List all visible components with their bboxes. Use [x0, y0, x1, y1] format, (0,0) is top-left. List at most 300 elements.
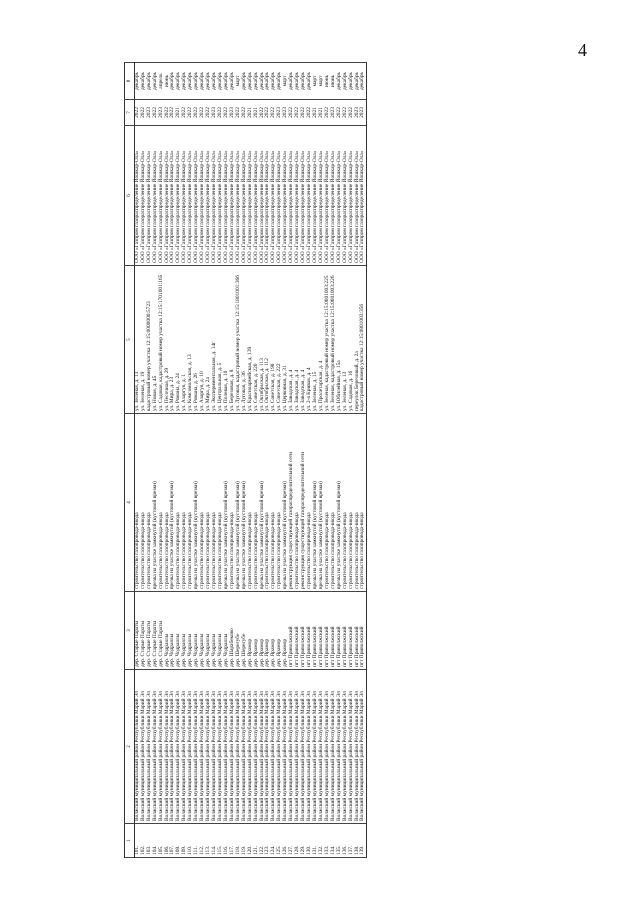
cell-row-number: 135.: [337, 824, 343, 858]
cell-month: декабрь: [271, 63, 277, 100]
cell-year: 2022: [135, 100, 141, 126]
cell-settlement: дер. Ярамор: [253, 592, 259, 670]
cell-row-number: 113.: [206, 824, 212, 858]
cell-settlement: дер. Старые Параты: [153, 592, 159, 670]
cell-organization: ООО «Газпром газораспределение Йошкар-Ола»: [265, 126, 271, 266]
cell-address: ул. Заводская, д. 4: [301, 266, 307, 414]
cell-row-number: 138.: [354, 824, 360, 858]
cell-address: ул. Мира, д. 23: [170, 266, 176, 414]
cell-row-number: 112.: [200, 824, 206, 858]
cell-organization: ООО «Газпром газораспределение Йошкар-Ола»: [153, 126, 159, 266]
cell-organization: ООО «Газпром газораспределение Йошкар-Ола»: [224, 126, 230, 266]
cell-year: 2023: [212, 100, 218, 126]
rotated-table-container: [124, 63, 516, 858]
cell-month: декабрь: [265, 63, 271, 100]
cell-address: ул. Садовая, кадастровый номер участка 12:15:1701001:165: [158, 266, 164, 414]
cell-organization: ООО «Газпром газораспределение Йошкар-Ола»: [236, 126, 242, 266]
cell-work-type: строительство газопровода-ввода: [277, 414, 283, 592]
cell-settlement: пгт Приволжский: [301, 592, 307, 670]
cell-month: декабрь: [206, 63, 212, 100]
cell-row-number: 124.: [271, 824, 277, 858]
cell-work-type: врезка на участке замкнутой (кустовой врезки): [194, 414, 200, 592]
cell-month: декабрь: [182, 63, 188, 100]
cell-work-type: строительство газопровода-ввода: [200, 414, 206, 592]
cell-month: декабрь: [337, 63, 343, 100]
cell-organization: ООО «Газпром газораспределение Йошкар-Ола»: [354, 126, 360, 266]
cell-municipality: Волжский муниципальный район Республики Марий Эл: [248, 670, 254, 824]
cell-municipality: Волжский муниципальный район Республики Марий Эл: [277, 670, 283, 824]
cell-work-type: строительство газопровода-ввода: [218, 414, 224, 592]
cell-municipality: Волжский муниципальный район Республики Марий Эл: [212, 670, 218, 824]
cell-year: 2022: [343, 100, 349, 126]
cell-year: 2021: [313, 100, 319, 126]
cell-work-type: строительство газопровода-ввода: [182, 414, 188, 592]
cell-work-type: строительство газопровода-ввода: [360, 414, 366, 592]
cell-municipality: Волжский муниципальный район Республики Марий Эл: [295, 670, 301, 824]
cell-settlement: дер. Чодраялы: [218, 592, 224, 670]
cell-work-type: строительство газопровода-ввода: [230, 414, 236, 592]
cell-row-number: 134.: [331, 824, 337, 858]
cell-settlement: дер. Ярамор: [265, 592, 271, 670]
page-number: 4: [578, 40, 587, 60]
cell-month: декабрь: [153, 63, 159, 100]
column-header-8: 8: [125, 63, 135, 100]
cell-year: 2022: [218, 100, 224, 126]
cell-year: 2021: [248, 100, 254, 126]
cell-work-type: строительство газопровода-ввода: [343, 414, 349, 592]
cell-month: декабрь: [176, 63, 182, 100]
cell-municipality: Волжский муниципальный район Республики Марий Эл: [289, 670, 295, 824]
cell-organization: ООО «Газпром газораспределение Йошкар-Ола»: [313, 126, 319, 266]
cell-address: ул. Зеленая, д. 15: [313, 266, 319, 414]
cell-settlement: пгт Приволжский: [331, 592, 337, 670]
cell-year: 2023: [360, 100, 366, 126]
cell-row-number: 104.: [153, 824, 159, 858]
cell-month: декабрь: [248, 63, 254, 100]
cell-address: ул. Советская, д. 222: [277, 266, 283, 414]
cell-work-type: строительство газопровода-ввода: [354, 414, 360, 592]
cell-row-number: 114.: [212, 824, 218, 858]
cell-settlement: пгт Приволжский: [295, 592, 301, 670]
cell-year: 2023: [283, 100, 289, 126]
cell-address: ул. Романа, д. 26: [194, 266, 200, 414]
cell-address: ул. Октябрьская, д. 112: [265, 266, 271, 414]
cell-settlement: пгт Приволжский: [319, 592, 325, 670]
cell-work-type: строительство газопровода-ввода: [325, 414, 331, 592]
cell-work-type: реконструкция существующей газораспределительной сети: [289, 414, 295, 592]
cell-month: декабрь: [354, 63, 360, 100]
cell-address: ул. Советская, д. 198: [271, 266, 277, 414]
cell-address: ул. Юбилейная, д. 15а: [337, 266, 343, 414]
cell-year: 2022: [307, 100, 313, 126]
column-header-4: 4: [125, 414, 135, 592]
cell-year: 2022: [188, 100, 194, 126]
cell-row-number: 139.: [360, 824, 366, 858]
cell-address: ул. 2-я Кривая, д. 4: [307, 266, 313, 414]
cell-address: кадастровый номер участка 12:15:0801003:356: [360, 266, 366, 414]
cell-settlement: дер. Старые Параты: [135, 592, 141, 670]
cell-address: ул. Экспериментальная, д. 14г: [212, 266, 218, 414]
cell-row-number: 119.: [242, 824, 248, 858]
cell-row-number: 132.: [319, 824, 325, 858]
cell-row-number: 110.: [188, 824, 194, 858]
cell-organization: ООО «Газпром газораспределение Йошкар-Ола»: [141, 126, 147, 266]
cell-address: ул. Зеленая, д. 13: [135, 266, 141, 414]
cell-address: ул. Советская, д. 220: [253, 266, 259, 414]
cell-settlement: дер. Чодраялы: [194, 592, 200, 670]
cell-address: ул. Пролетарская, д. 4: [319, 266, 325, 414]
cell-municipality: Волжский муниципальный район Республики Марий Эл: [313, 670, 319, 824]
cell-address: переулок Березовый, д. 2а: [354, 266, 360, 414]
cell-municipality: Волжский муниципальный район Республики Марий Эл: [224, 670, 230, 824]
cell-address: ул. Романа, д. 24: [176, 266, 182, 414]
cell-work-type: строительство газопровода-ввода: [265, 414, 271, 592]
cell-municipality: Волжский муниципальный район Республики Марий Эл: [360, 670, 366, 824]
cell-municipality: Волжский муниципальный район Республики Марий Эл: [319, 670, 325, 824]
cell-row-number: 121.: [253, 824, 259, 858]
cell-month: декабрь: [224, 63, 230, 100]
cell-work-type: врезка на участке замкнутой (кустовой врезки): [337, 414, 343, 592]
cell-settlement: пгт Приволжский: [307, 592, 313, 670]
cell-year: 2022: [265, 100, 271, 126]
cell-settlement: пгт Приволжский: [354, 592, 360, 670]
cell-organization: ООО «Газпром газораспределение Йошкар-Ола»: [206, 126, 212, 266]
cell-organization: ООО «Газпром газораспределение Йошкар-Ола»: [360, 126, 366, 266]
cell-year: 2022: [153, 100, 159, 126]
cell-year: 2023: [158, 100, 164, 126]
cell-organization: ООО «Газпром газораспределение Йошкар-Ола»: [325, 126, 331, 266]
cell-year: 2022: [170, 100, 176, 126]
gas-connection-table: [124, 62, 367, 858]
cell-organization: ООО «Газпром газораспределение Йошкар-Ола»: [307, 126, 313, 266]
cell-address: ул. Песочная, д. 29: [164, 266, 170, 414]
cell-year: 2022: [295, 100, 301, 126]
cell-row-number: 101.: [135, 824, 141, 858]
cell-month: декабрь: [295, 63, 301, 100]
cell-settlement: дер. Ярамор: [248, 592, 254, 670]
cell-year: 2022: [348, 100, 354, 126]
cell-organization: ООО «Газпром газораспределение Йошкар-Ола»: [135, 126, 141, 266]
cell-year: 2023: [354, 100, 360, 126]
table-body: [135, 63, 367, 858]
cell-year: 2021: [176, 100, 182, 126]
cell-organization: ООО «Газпром газораспределение Йошкар-Ола»: [248, 126, 254, 266]
cell-work-type: строительство газопровода-ввода: [147, 414, 153, 592]
cell-row-number: 126.: [283, 824, 289, 858]
cell-municipality: Волжский муниципальный район Республики Марий Эл: [135, 670, 141, 824]
table-header: [125, 63, 135, 858]
cell-work-type: строительство газопровода-ввода: [331, 414, 337, 592]
cell-year: 2022: [224, 100, 230, 126]
cell-settlement: дер. Старые Параты: [141, 592, 147, 670]
cell-organization: ООО «Газпром газораспределение Йошкар-Ола»: [218, 126, 224, 266]
cell-organization: ООО «Газпром газораспределение Йошкар-Ола»: [271, 126, 277, 266]
cell-month: декабрь: [200, 63, 206, 100]
cell-work-type: врезка на участке замкнутой (кустовой врезки): [153, 414, 159, 592]
cell-municipality: Волжский муниципальный район Республики Марий Эл: [348, 670, 354, 824]
cell-municipality: Волжский муниципальный район Республики Марий Эл: [158, 670, 164, 824]
cell-row-number: 103.: [147, 824, 153, 858]
cell-month: декабрь: [135, 63, 141, 100]
cell-work-type: врезка на участке замкнутой (кустовой врезки): [170, 414, 176, 592]
cell-year: 2022: [242, 100, 248, 126]
cell-row-number: 136.: [343, 824, 349, 858]
cell-year: 2022: [271, 100, 277, 126]
cell-row-number: 111.: [194, 824, 200, 858]
table-row: [360, 63, 366, 858]
cell-work-type: строительство газопровода-ввода: [248, 414, 254, 592]
column-header-2: 2: [125, 670, 135, 824]
cell-municipality: Волжский муниципальный район Республики Марий Эл: [182, 670, 188, 824]
cell-year: 2022: [289, 100, 295, 126]
cell-month: декабрь: [253, 63, 259, 100]
cell-municipality: Волжский муниципальный район Республики Марий Эл: [283, 670, 289, 824]
cell-year: 2022: [325, 100, 331, 126]
cell-address: ул. Березовая, д. 8: [230, 266, 236, 414]
header-row: [125, 63, 135, 858]
cell-row-number: 127.: [289, 824, 295, 858]
cell-settlement: дер. Шарабеково: [230, 592, 236, 670]
cell-row-number: 105.: [158, 824, 164, 858]
cell-month: декабрь: [218, 63, 224, 100]
column-header-1: 1: [125, 824, 135, 858]
cell-month: декабрь: [360, 63, 366, 100]
cell-organization: ООО «Газпром газораспределение Йошкар-Ола»: [147, 126, 153, 266]
cell-month: декабрь: [301, 63, 307, 100]
cell-organization: ООО «Газпром газораспределение Йошкар-Ола»: [301, 126, 307, 266]
cell-year: 2022: [337, 100, 343, 126]
cell-row-number: 117.: [230, 824, 236, 858]
column-header-3: 3: [125, 592, 135, 670]
cell-year: 2021: [319, 100, 325, 126]
cell-organization: ООО «Газпром газораспределение Йошкар-Ола»: [283, 126, 289, 266]
cell-address: ул. Заводская, д. 4: [295, 266, 301, 414]
cell-municipality: Волжский муниципальный район Республики Марий Эл: [325, 670, 331, 824]
cell-work-type: врезка на участке замкнутой (кустовой врезки): [313, 414, 319, 592]
cell-settlement: дер. Чодраялы: [182, 592, 188, 670]
cell-settlement: дер. Чодраялы: [164, 592, 170, 670]
cell-municipality: Волжский муниципальный район Республики Марий Эл: [242, 670, 248, 824]
cell-organization: ООО «Газпром газораспределение Йошкар-Ола»: [348, 126, 354, 266]
cell-row-number: 102.: [141, 824, 147, 858]
cell-municipality: Волжский муниципальный район Республики Марий Эл: [343, 670, 349, 824]
cell-work-type: врезка на участке замкнутой (кустовой врезки): [259, 414, 265, 592]
cell-settlement: пгт Приволжский: [289, 592, 295, 670]
cell-organization: ООО «Газпром газораспределение Йошкар-Ола»: [164, 126, 170, 266]
cell-work-type: строительство газопровода-ввода: [206, 414, 212, 592]
cell-address: кадастровый номер участка 12:15:0000000:5723: [147, 266, 153, 414]
cell-month: март: [319, 63, 325, 100]
cell-row-number: 116.: [224, 824, 230, 858]
cell-row-number: 129.: [301, 824, 307, 858]
cell-address: ул. Октябрьская, д. 113: [259, 266, 265, 414]
cell-settlement: дер. Ярамор: [277, 592, 283, 670]
cell-municipality: Волжский муниципальный район Республики Марий Эл: [218, 670, 224, 824]
cell-organization: ООО «Газпром газораспределение Йошкар-Ола»: [170, 126, 176, 266]
cell-address: ул. Зеленая, д. 19: [141, 266, 147, 414]
cell-settlement: пгт Приволжский: [343, 592, 349, 670]
cell-organization: ООО «Газпром газораспределение Йошкар-Ола»: [182, 126, 188, 266]
cell-settlement: пгт Приволжский: [360, 592, 366, 670]
cell-settlement: дер. Чодраялы: [212, 592, 218, 670]
cell-month: декабрь: [289, 63, 295, 100]
cell-settlement: пгт Приволжский: [313, 592, 319, 670]
cell-address: ул. Азаргуя, д. 1: [182, 266, 188, 414]
cell-municipality: Волжский муниципальный район Республики Марий Эл: [271, 670, 277, 824]
column-header-7: 7: [125, 100, 135, 126]
cell-organization: ООО «Газпром газораспределение Йошкар-Ола»: [343, 126, 349, 266]
cell-month: апрель: [158, 63, 164, 100]
cell-row-number: 115.: [218, 824, 224, 858]
cell-year: 2022: [301, 100, 307, 126]
cell-row-number: 118.: [236, 824, 242, 858]
cell-organization: ООО «Газпром газораспределение Йошкар-Ола»: [277, 126, 283, 266]
cell-month: март: [313, 63, 319, 100]
cell-row-number: 120.: [248, 824, 254, 858]
cell-organization: ООО «Газпром газораспределение Йошкар-Ола»: [337, 126, 343, 266]
column-header-6: 6: [125, 126, 135, 266]
cell-settlement: пгт Приволжский: [348, 592, 354, 670]
cell-address: ул. Центральная, д. 5: [218, 266, 224, 414]
cell-year: 2022: [206, 100, 212, 126]
cell-year: 2022: [194, 100, 200, 126]
cell-row-number: 107.: [170, 824, 176, 858]
cell-year: 2023: [277, 100, 283, 126]
cell-settlement: дер. Чодраялы: [176, 592, 182, 670]
cell-row-number: 130.: [307, 824, 313, 858]
cell-row-number: 128.: [295, 824, 301, 858]
cell-row-number: 122.: [259, 824, 265, 858]
cell-address: ул. Зеленая, кадастровый номер участка 12:15:0601003:225: [325, 266, 331, 414]
cell-year: 2023: [147, 100, 153, 126]
cell-address: ул. Луговая, кадастровый номер участка 12:15:1801001:366: [236, 266, 242, 414]
cell-municipality: Волжский муниципальный район Республики Марий Эл: [141, 670, 147, 824]
cell-work-type: строительство газопровода-ввода: [135, 414, 141, 592]
cell-work-type: врезка на участке замкнутой (кустовой врезки): [242, 414, 248, 592]
cell-work-type: врезка на участке замкнутой (кустовой врезки): [283, 414, 289, 592]
cell-address: ул. Луговая, д. 36: [242, 266, 248, 414]
cell-row-number: 131.: [313, 824, 319, 858]
cell-row-number: 123.: [265, 824, 271, 858]
cell-month: март: [236, 63, 242, 100]
cell-year: 2022: [259, 100, 265, 126]
cell-row-number: 106.: [164, 824, 170, 858]
cell-settlement: дер. Чодраялы: [206, 592, 212, 670]
cell-year: 2022: [141, 100, 147, 126]
cell-month: декабрь: [277, 63, 283, 100]
cell-work-type: строительство газопровода-ввода: [176, 414, 182, 592]
cell-organization: ООО «Газпром газораспределение Йошкар-Ола»: [259, 126, 265, 266]
cell-month: декабрь: [141, 63, 147, 100]
cell-work-type: строительство газопровода-ввода: [141, 414, 147, 592]
cell-organization: ООО «Газпром газораспределение Йошкар-Ола»: [319, 126, 325, 266]
cell-work-type: строительство газопровода-ввода: [253, 414, 259, 592]
cell-month: декабрь: [259, 63, 265, 100]
cell-settlement: пгт Приволжский: [337, 592, 343, 670]
cell-municipality: Волжский муниципальный район Республики Марий Эл: [164, 670, 170, 824]
cell-settlement: дер. Шерегубе: [236, 592, 242, 670]
cell-work-type: строительство газопровода-ввода: [158, 414, 164, 592]
cell-row-number: 108.: [176, 824, 182, 858]
cell-address: ул. Церковная, д. 31: [283, 266, 289, 414]
cell-address: ул. Зеленая, кадастровый номер участка 12:15:0601003:226: [331, 266, 337, 414]
cell-month: март: [283, 63, 289, 100]
cell-work-type: строительство газопровода-ввода: [348, 414, 354, 592]
cell-settlement: дер. Чодраялы: [224, 592, 230, 670]
cell-work-type: строительство газопровода-ввода: [295, 414, 301, 592]
cell-month: июнь: [164, 63, 170, 100]
cell-municipality: Волжский муниципальный район Республики Марий Эл: [230, 670, 236, 824]
cell-organization: ООО «Газпром газораспределение Йошкар-Ола»: [331, 126, 337, 266]
cell-address: ул. Заводская, д. 4: [289, 266, 295, 414]
cell-municipality: Волжский муниципальный район Республики Марий Эл: [153, 670, 159, 824]
cell-month: декабрь: [348, 63, 354, 100]
cell-year: 2021: [253, 100, 259, 126]
cell-municipality: Волжский муниципальный район Республики Марий Эл: [301, 670, 307, 824]
cell-organization: ООО «Газпром газораспределение Йошкар-Ола»: [176, 126, 182, 266]
cell-organization: ООО «Газпром газораспределение Йошкар-Ола»: [295, 126, 301, 266]
cell-organization: ООО «Газпром газораспределение Йошкар-Ола»: [200, 126, 206, 266]
cell-municipality: Волжский муниципальный район Республики Марий Эл: [188, 670, 194, 824]
cell-settlement: дер. Старые Параты: [147, 592, 153, 670]
cell-municipality: Волжский муниципальный район Республики Марий Эл: [147, 670, 153, 824]
cell-month: декабрь: [343, 63, 349, 100]
cell-settlement: дер. Чодраялы: [200, 592, 206, 670]
cell-address: ул. Азаргуя, д. 10: [200, 266, 206, 414]
cell-row-number: 133.: [325, 824, 331, 858]
cell-settlement: дер. Ярамор: [283, 592, 289, 670]
cell-work-type: врезка на участке замкнутой (кустовой врезки): [224, 414, 230, 592]
cell-row-number: 137.: [348, 824, 354, 858]
cell-municipality: Волжский муниципальный район Республики Марий Эл: [176, 670, 182, 824]
cell-work-type: реконструкция существующей газораспределительной сети: [301, 414, 307, 592]
cell-settlement: дер. Ярамор: [271, 592, 277, 670]
cell-address: ул. Комсомольская, д. 13: [188, 266, 194, 414]
cell-month: декабрь: [170, 63, 176, 100]
cell-year: 2022: [182, 100, 188, 126]
cell-settlement: пгт Приволжский: [325, 592, 331, 670]
cell-organization: ООО «Газпром газораспределение Йошкар-Ола»: [253, 126, 259, 266]
cell-settlement: дер. Чодраялы: [188, 592, 194, 670]
cell-municipality: Волжский муниципальный район Республики Марий Эл: [200, 670, 206, 824]
cell-address: ул. Новая, д. 45: [153, 266, 159, 414]
cell-month: декабрь: [194, 63, 200, 100]
cell-month: декабрь: [147, 63, 153, 100]
cell-organization: ООО «Газпром газораспределение Йошкар-Ола»: [242, 126, 248, 266]
cell-row-number: 125.: [277, 824, 283, 858]
cell-municipality: Волжский муниципальный район Республики Марий Эл: [206, 670, 212, 824]
cell-month: декабрь: [188, 63, 194, 100]
cell-settlement: дер. Шерегубе: [242, 592, 248, 670]
cell-work-type: врезка на участке замкнутой (кустовой врезки): [236, 414, 242, 592]
cell-municipality: Волжский муниципальный район Республики Марий Эл: [194, 670, 200, 824]
cell-work-type: строительство газопровода-ввода: [188, 414, 194, 592]
cell-address: ул. Садовая, д. 16: [348, 266, 354, 414]
cell-address: ул. Зеленая, д. 13: [343, 266, 349, 414]
cell-address: ул. Полевая, д. 10: [224, 266, 230, 414]
cell-municipality: Волжский муниципальный район Республики Марий Эл: [331, 670, 337, 824]
cell-year: 2022: [200, 100, 206, 126]
cell-municipality: Волжский муниципальный район Республики Марий Эл: [236, 670, 242, 824]
cell-settlement: дер. Чодраялы: [170, 592, 176, 670]
cell-row-number: 109.: [182, 824, 188, 858]
cell-month: июнь: [325, 63, 331, 100]
cell-year: 2022: [236, 100, 242, 126]
cell-work-type: строительство газопровода-ввода: [271, 414, 277, 592]
cell-organization: ООО «Газпром газораспределение Йошкар-Ола»: [194, 126, 200, 266]
cell-work-type: строительство газопровода-ввода: [212, 414, 218, 592]
cell-year: 2023: [331, 100, 337, 126]
